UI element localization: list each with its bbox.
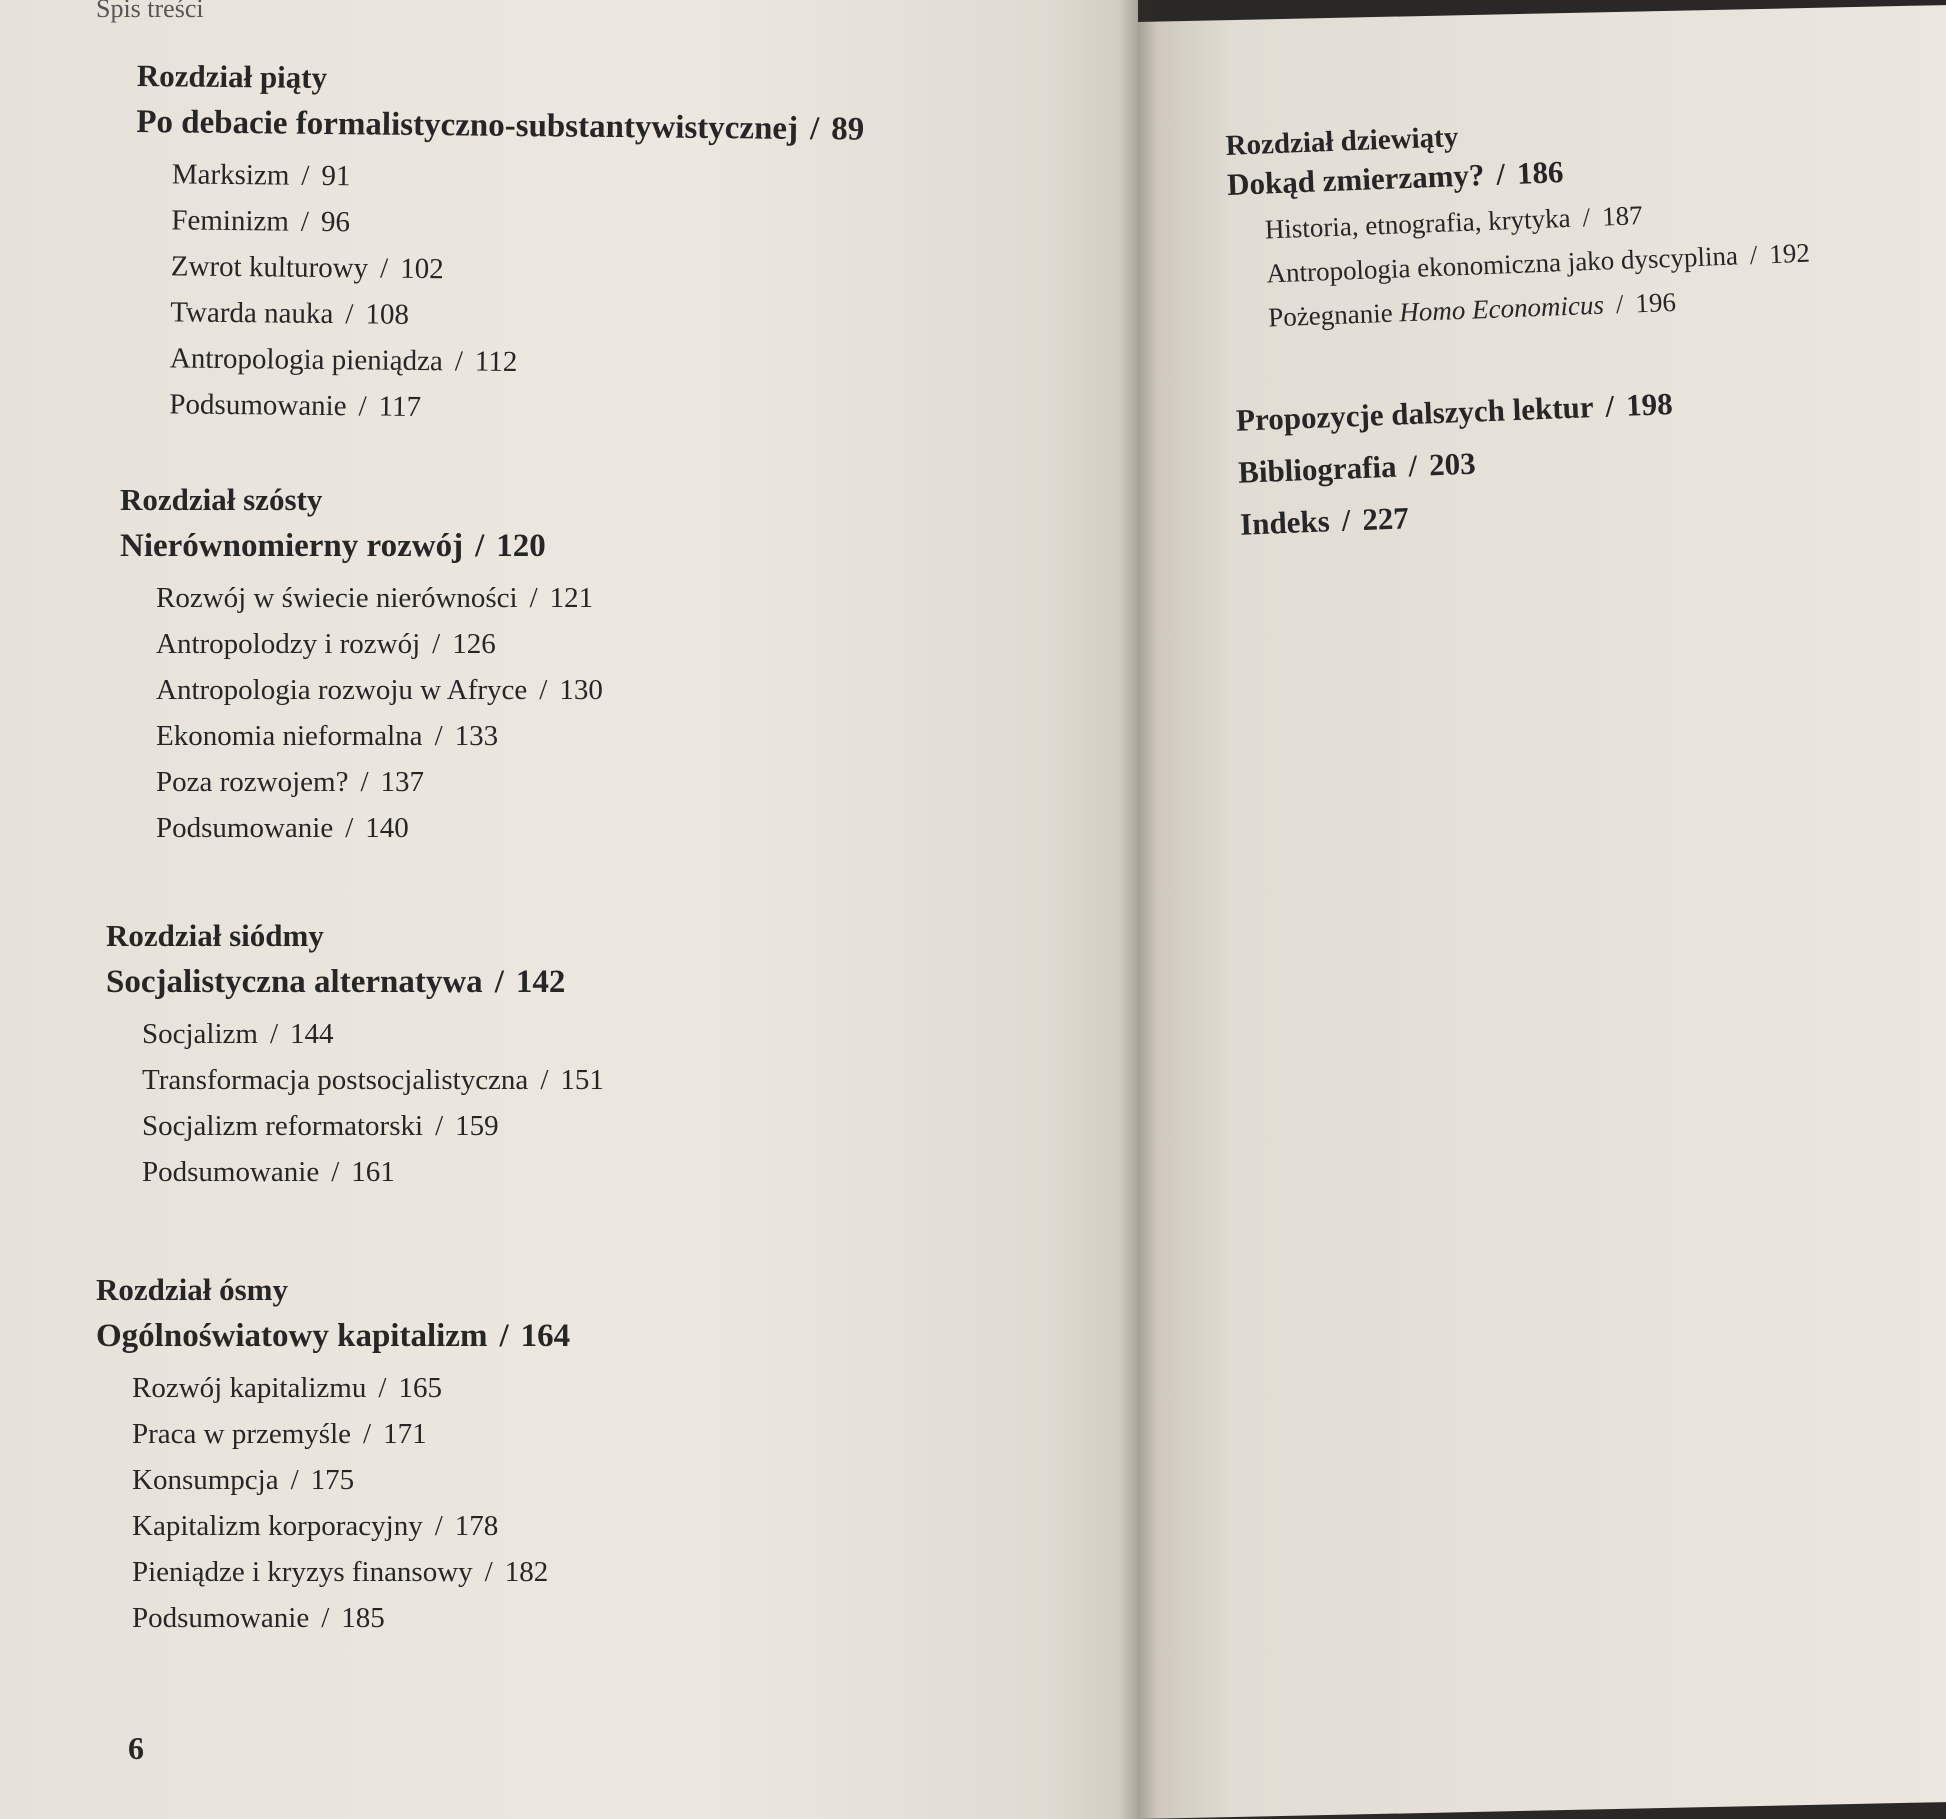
back-matter [1235,373,1820,551]
toc-entry: Antropologia ekonomiczna jako dyscyplina / 192 [1265,237,1811,289]
toc-entry: Pożegnanie Homo Economicus / 196 [1267,286,1677,333]
toc-entry: Antropologia rozwoju w Afryce / 130 [156,674,603,706]
toc-entry: Podsumowanie / 140 [156,812,409,844]
running-head: Spis treści [96,0,204,23]
toc-entry: Praca w przemyśle / 171 [132,1418,427,1450]
chapter-label: Rozdział dziewiąty [1225,121,1459,162]
toc-entry: Konsumpcja / 175 [132,1464,355,1496]
chapter-5 [133,58,865,435]
toc-entry: Rozwój w świecie nierówności / 121 [156,582,594,614]
page-number: 6 [128,1730,144,1766]
toc-entry: Antropologia pieniądza / 112 [169,342,518,378]
toc-entry: Marksizm / 91 [171,158,351,193]
toc-entry: Ekonomia nieformalna / 133 [156,720,499,752]
back-matter-entry: Bibliografia / 203 [1237,445,1477,490]
toc-entry: Podsumowanie / 117 [169,388,422,423]
toc-entry: Pieniądze i kryzys finansowy / 182 [132,1556,549,1588]
right-page-content [1225,108,1820,551]
chapter-entries [1264,187,1812,340]
chapter-label: Rozdział szósty [120,482,323,517]
toc-entry: Socjalizm reformatorski / 159 [142,1110,499,1142]
toc-entry: Zwrot kulturowy / 102 [170,250,444,286]
chapter-title: Dokąd zmierzamy? / 186 [1226,154,1565,202]
chapter-8 [96,1272,570,1641]
book-gutter [1118,0,1158,1819]
back-matter-entry: Propozycje dalszych lektur / 198 [1235,386,1674,438]
toc-entry: Podsumowanie / 161 [142,1156,395,1188]
chapter-title: Socjalistyczna alternatywa / 142 [106,964,566,1000]
back-matter-entry: Indeks / 227 [1239,500,1410,542]
chapter-title: Ogólnoświatowy kapitalizm / 164 [96,1318,571,1354]
chapter-entries [169,151,864,434]
chapter-6 [120,482,603,851]
toc-entry: Antropolodzy i rozwój / 126 [156,628,496,660]
toc-entry: Historia, etnografia, krytyka / 187 [1264,200,1644,245]
chapter-title: Po debacie formalistyczno-substantywistycznej / 89 [136,103,865,148]
toc-entry: Poza rozwojem? / 137 [156,766,425,798]
toc-entry: Feminizm / 96 [171,204,351,239]
chapter-label: Rozdział siódmy [106,918,324,953]
toc-entry: Podsumowanie / 185 [132,1602,385,1634]
toc-entry: Kapitalizm korporacyjny / 178 [132,1510,499,1542]
chapter-entries [132,1365,570,1641]
chapter-entries [156,575,603,851]
toc-entry: Socjalizm / 144 [142,1018,334,1050]
chapter-label: Rozdział ósmy [96,1272,289,1307]
chapter-entries [142,1011,604,1195]
chapter-7 [106,918,604,1195]
toc-entry: Twarda nauka / 108 [170,296,410,331]
chapter-title: Nierównomierny rozwój / 120 [120,528,546,564]
toc-entry: Rozwój kapitalizmu / 165 [132,1372,442,1404]
chapter-label: Rozdział piąty [136,58,328,95]
toc-entry: Transformacja postsocjalistyczna / 151 [142,1064,604,1096]
